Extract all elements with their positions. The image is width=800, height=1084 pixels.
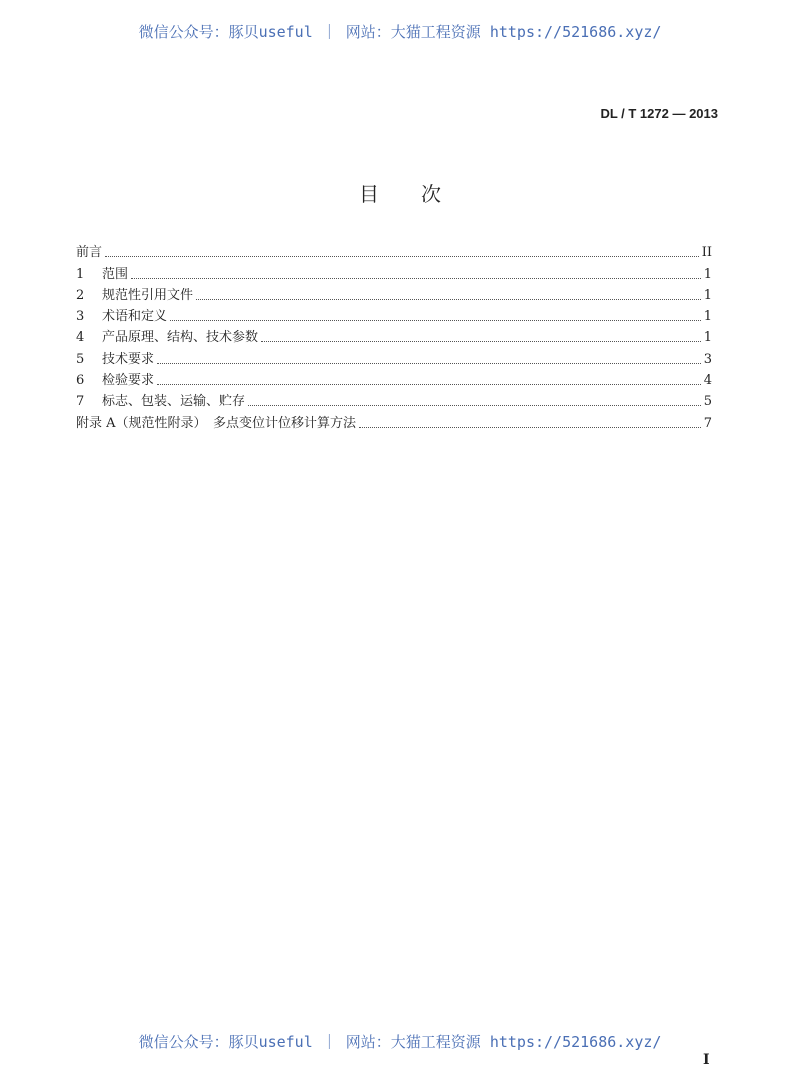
toc-entry-page: 7 <box>703 415 712 431</box>
toc-entry-number: 6 <box>76 373 85 389</box>
toc-entry-page: 4 <box>703 373 712 389</box>
standard-code: DL / T 1272 — 2013 <box>600 106 718 121</box>
toc-entry-label: 规范性引用文件 <box>102 287 194 303</box>
toc-leader-dots <box>261 340 701 342</box>
toc-entry-label: 前言 <box>76 245 103 261</box>
toc-entry-number: 2 <box>76 287 85 303</box>
toc-leader-dots <box>359 426 701 428</box>
toc-leader-dots <box>105 255 699 257</box>
toc-entry-2[interactable] <box>76 285 712 306</box>
table-of-contents <box>76 242 712 434</box>
toc-leader-dots <box>157 362 701 364</box>
toc-entry-7[interactable] <box>76 391 712 412</box>
toc-entry-label: 产品原理、结构、技术参数 <box>102 330 259 346</box>
page-number: I <box>703 1052 710 1068</box>
toc-entry-page: II <box>701 245 712 261</box>
toc-entry-page: 3 <box>703 351 712 367</box>
toc-entry-foreword[interactable] <box>76 242 712 263</box>
toc-entry-3[interactable] <box>76 306 712 327</box>
toc-entry-number: 3 <box>76 309 85 325</box>
toc-title: 目次 <box>359 182 483 206</box>
toc-entry-number: 7 <box>76 394 85 410</box>
watermark-top: 微信公众号：豚贝useful ｜ 网站：大猫工程资源 https://521686.xyz/ <box>138 23 662 41</box>
toc-entry-page: 1 <box>703 266 712 282</box>
toc-leader-dots <box>196 298 701 300</box>
toc-entry-6[interactable] <box>76 370 712 391</box>
toc-entry-page: 1 <box>703 309 712 325</box>
watermark-bottom: 微信公众号：豚贝useful ｜ 网站：大猫工程资源 https://521686.xyz/ <box>138 1033 662 1051</box>
toc-entry-page: 1 <box>703 330 712 346</box>
toc-entry-4[interactable] <box>76 327 712 348</box>
toc-leader-dots <box>157 383 701 385</box>
toc-leader-dots <box>131 277 701 279</box>
toc-entry-appendix-a[interactable] <box>76 412 712 433</box>
toc-entry-page: 1 <box>703 287 712 303</box>
toc-entry-number: 1 <box>76 266 85 282</box>
toc-entry-5[interactable] <box>76 348 712 369</box>
toc-leader-dots <box>170 319 701 321</box>
toc-entry-label: 术语和定义 <box>102 309 168 325</box>
toc-leader-dots <box>248 404 701 406</box>
toc-entry-number: 4 <box>76 330 85 346</box>
toc-entry-label: 检验要求 <box>102 373 155 389</box>
toc-entry-label: 标志、包装、运输、贮存 <box>102 394 246 410</box>
toc-entry-label: 技术要求 <box>102 351 155 367</box>
toc-entry-page: 5 <box>703 394 712 410</box>
toc-entry-1[interactable] <box>76 263 712 284</box>
toc-entry-number: 5 <box>76 351 85 367</box>
toc-entry-label: 附录 A（规范性附录） 多点变位计位移计算方法 <box>76 415 357 431</box>
toc-entry-label: 范围 <box>102 266 129 282</box>
